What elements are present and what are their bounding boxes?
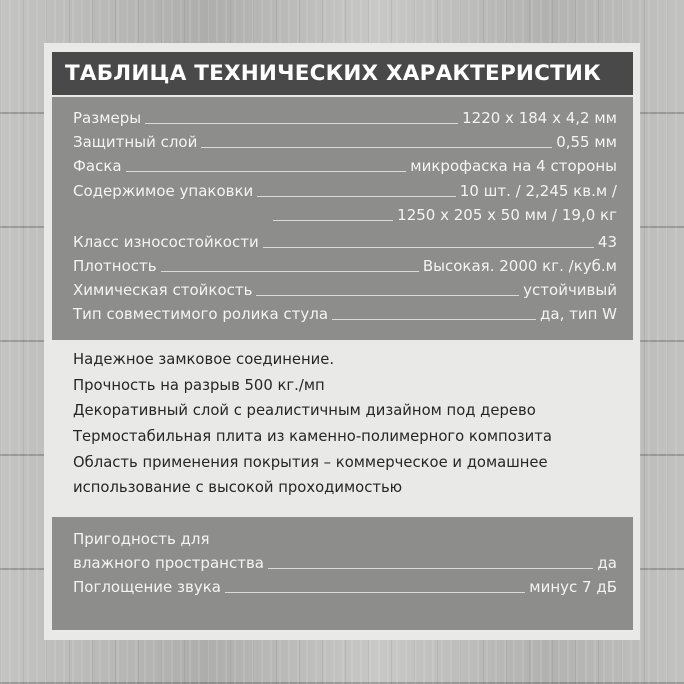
spec-row-humidity (73, 549, 617, 573)
spec-label: Тип совместимого ролика стула (73, 305, 329, 323)
spec-value: 1250 х 205 х 50 мм / 19,0 кг (397, 206, 617, 224)
spec-value: микрофаска на 4 стороны (410, 157, 617, 175)
spec-row-bevel (73, 152, 617, 176)
feature-line: Декоративный слой с реалистичным дизайном под дерево (73, 402, 536, 419)
leader-line (145, 123, 458, 124)
spec-value: да (597, 554, 617, 572)
feature-line: Надежное замковое соединение. (73, 351, 335, 368)
spec-value: Высокая. 2000 кг. /куб.м (422, 257, 617, 275)
spec-label: Поглощение звука (73, 578, 221, 596)
feature-line: Область применения покрытия – коммерческое и домашнее (73, 454, 548, 471)
spec-label: влажного пространства (73, 554, 264, 572)
extra-specs-panel (52, 517, 633, 630)
spec-value: устойчивый (523, 281, 617, 299)
spec-row-package-contents (73, 177, 617, 201)
spec-label: Защитный слой (73, 133, 198, 151)
spec-row-sound (73, 573, 617, 597)
leader-line (263, 247, 594, 248)
spec-label: Размеры (73, 109, 142, 127)
leader-line (161, 271, 419, 272)
spec-row-density (73, 252, 617, 276)
leader-line (126, 171, 407, 172)
spec-label: Пригодность для (73, 530, 210, 548)
spec-row-dimensions (73, 104, 617, 128)
leader-line (257, 196, 456, 197)
feature-line: использование с высокой проходимостью (73, 479, 403, 496)
leader-line (201, 147, 552, 148)
spec-row-chair-caster (73, 300, 617, 324)
spec-label: Плотность (73, 257, 157, 275)
leader-line (225, 592, 525, 593)
spec-row-wear-class (73, 228, 617, 252)
spec-label: Фаска (73, 157, 122, 175)
feature-line: Прочность на разрыв 500 кг./мп (73, 377, 325, 394)
spec-value: минус 7 дБ (529, 578, 617, 596)
leader-line (332, 319, 536, 320)
spec-value: 0,55 мм (556, 133, 617, 151)
features-block (52, 342, 633, 515)
spec-row-chemical-resistance (73, 276, 617, 300)
page-title: ТАБЛИЦА ТЕХНИЧЕСКИХ ХАРАКТЕРИСТИК (65, 61, 601, 86)
leader-line (268, 568, 593, 569)
spec-value: 1220 х 184 х 4,2 мм (462, 109, 617, 127)
title-bar (52, 52, 633, 95)
leader-line (273, 220, 393, 221)
feature-line: Термостабильная плита из каменно-полимерного композита (73, 428, 552, 445)
leader-line (256, 295, 519, 296)
spec-value: 10 шт. / 2,245 кв.м / (459, 182, 617, 200)
spec-row-package-size (73, 201, 617, 225)
spec-row-humidity-label (73, 525, 617, 549)
spec-value: 43 (597, 233, 617, 251)
spec-row-protective-layer (73, 128, 617, 152)
spec-label: Класс износостойкости (73, 233, 259, 251)
specs-panel (52, 97, 633, 340)
spec-value: да, тип W (540, 305, 617, 323)
spec-label: Химическая стойкость (73, 281, 253, 299)
spec-label: Содержимое упаковки (73, 182, 254, 200)
